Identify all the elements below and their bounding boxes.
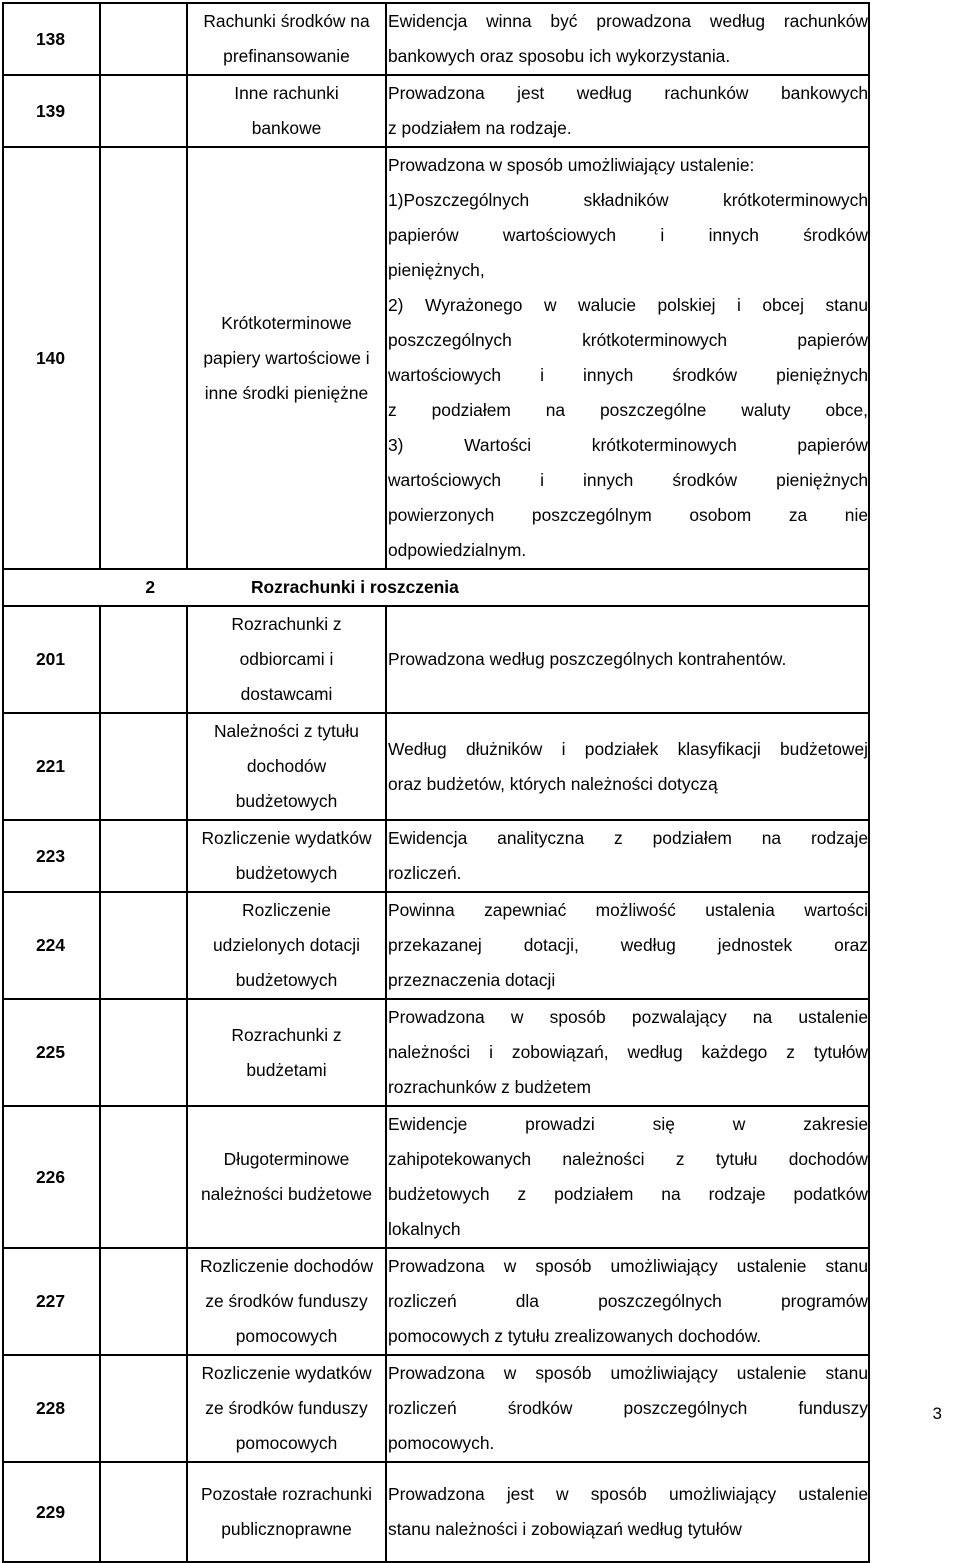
empty-cell — [100, 1106, 187, 1248]
description-line: wartościowych i innych środków pieniężnych — [388, 470, 868, 490]
account-number: 227 — [3, 1248, 100, 1355]
description-line: 2) Wyrażonego w walucie polskiej i obcej stanu — [388, 295, 868, 315]
description-line: Prowadzona jest w sposób umożliwiający ustalenie — [388, 1484, 868, 1504]
account-number: 201 — [3, 606, 100, 713]
account-name — [187, 1462, 386, 1562]
account-name-line: budżetowych — [235, 791, 338, 811]
account-name — [187, 1355, 386, 1462]
account-number: 225 — [3, 999, 100, 1106]
account-name-line: dochodów — [246, 756, 327, 776]
empty-cell — [100, 892, 187, 999]
account-number: 140 — [3, 147, 100, 569]
description-line: bankowych oraz sposobu ich wykorzystania. — [388, 46, 731, 66]
description-line: odpowiedzialnym. — [388, 540, 527, 560]
description-line: powierzonych poszczególnym osobom za nie — [388, 505, 868, 525]
account-name — [187, 999, 386, 1106]
table-row — [3, 713, 869, 820]
description-line: budżetowych z podziałem na rodzaje podatków — [388, 1184, 868, 1204]
account-number: 228 — [3, 1355, 100, 1462]
account-number: 139 — [3, 75, 100, 147]
account-number: 223 — [3, 820, 100, 892]
account-description — [386, 75, 869, 147]
account-name-line: Inne rachunki — [234, 83, 339, 103]
account-description — [386, 147, 869, 569]
description-line: Prowadzona w sposób umożliwiający ustalenie stanu — [388, 1363, 868, 1383]
account-number: 224 — [3, 892, 100, 999]
account-name — [187, 1248, 386, 1355]
account-name-line: inne środki pieniężne — [204, 382, 369, 403]
description-line: Prowadzona w sposób umożliwiający ustalenie: — [388, 155, 755, 175]
description-line: należności i zobowiązań, według każdego z tytułów — [388, 1042, 868, 1062]
description-line: oraz budżetów, których należności dotyczą — [388, 773, 718, 794]
description-line: lokalnych — [388, 1219, 461, 1239]
page-number: 3 — [932, 1404, 942, 1423]
description-line: pieniężnych, — [388, 260, 485, 280]
accounts-table — [2, 2, 870, 1563]
description-line: Powinna zapewniać możliwość ustalenia wartości — [388, 900, 868, 920]
account-name-line: należności budżetowe — [200, 1184, 373, 1204]
account-name — [187, 713, 386, 820]
account-name-line: budżetowych — [235, 863, 338, 883]
account-name-line: Długoterminowe — [223, 1149, 350, 1169]
account-name — [187, 606, 386, 713]
empty-cell — [100, 999, 187, 1106]
table-row — [3, 3, 869, 75]
account-description — [386, 820, 869, 892]
account-name-line: Rozrachunki z — [231, 614, 342, 634]
account-name-line: bankowe — [251, 118, 322, 138]
empty-cell — [100, 820, 187, 892]
description-line: rozliczeń środków poszczególnych funduszy — [388, 1398, 868, 1418]
account-name-line: Pozostałe rozrachunki — [200, 1484, 373, 1504]
table-row — [3, 820, 869, 892]
description-line: 3) Wartości krótkoterminowych papierów — [388, 435, 868, 455]
account-name — [187, 3, 386, 75]
account-number: 138 — [3, 3, 100, 75]
account-name-line: ze środków funduszy — [205, 1291, 368, 1311]
account-name-line: budżetowych — [235, 970, 338, 990]
table-row — [3, 1462, 869, 1562]
table-row — [3, 75, 869, 147]
description-line: rozliczeń. — [388, 863, 462, 883]
account-name-line: Rozrachunki z — [231, 1024, 342, 1045]
account-description — [386, 713, 869, 820]
description-line: przekazanej dotacji, według jednostek oraz — [388, 935, 868, 955]
account-name-line: Krótkoterminowe — [221, 312, 352, 333]
description-line: poszczególnych krótkoterminowych papierów — [388, 330, 868, 350]
account-name-line: pomocowych — [235, 1433, 338, 1453]
account-name-line: publicznoprawne — [221, 1519, 352, 1539]
table-row — [3, 1355, 869, 1462]
description-line: Prowadzona jest według rachunków bankowych — [388, 83, 868, 103]
account-number: 226 — [3, 1106, 100, 1248]
empty-cell — [100, 75, 187, 147]
account-name-line: udzielonych dotacji — [213, 935, 360, 955]
account-name-line: Rozliczenie wydatków — [201, 828, 372, 848]
account-name-line: Należności z tytułu — [214, 721, 359, 741]
empty-cell — [100, 713, 187, 820]
account-number: 229 — [3, 1462, 100, 1562]
section-number: 2 — [3, 569, 187, 606]
account-name-line: Rozliczenie wydatków — [201, 1363, 372, 1383]
table-row — [3, 892, 869, 999]
account-name-line: Rozliczenie — [242, 900, 331, 920]
account-description — [386, 892, 869, 999]
description-line: Według dłużników i podziałek klasyfikacji budżetowej — [388, 738, 868, 759]
account-name — [187, 820, 386, 892]
account-description — [386, 1106, 869, 1248]
account-description — [386, 1248, 869, 1355]
account-name-line: Rachunki środków na — [203, 11, 370, 31]
empty-cell — [100, 606, 187, 713]
account-description — [386, 1462, 869, 1562]
account-description — [386, 606, 869, 713]
account-name — [187, 892, 386, 999]
account-name — [187, 147, 386, 569]
description-line: rozliczeń dla poszczególnych programów — [388, 1291, 868, 1311]
description-line: przeznaczenia dotacji — [388, 970, 556, 990]
section-title: Rozrachunki i roszczenia — [187, 569, 869, 606]
description-line: z podziałem na rodzaje. — [388, 118, 572, 138]
empty-cell — [100, 1248, 187, 1355]
description-line: pomocowych z tytułu zrealizowanych dochodów. — [388, 1326, 762, 1346]
account-description — [386, 999, 869, 1106]
description-line: Ewidencje prowadzi się w zakresie — [388, 1114, 868, 1134]
description-line: stanu należności i zobowiązań według tytułów — [388, 1519, 742, 1539]
description-line: Ewidencja analityczna z podziałem na rodzaje — [388, 828, 868, 848]
account-name — [187, 75, 386, 147]
account-description — [386, 1355, 869, 1462]
account-description — [386, 3, 869, 75]
account-name-line: pomocowych — [235, 1326, 338, 1346]
empty-cell — [100, 147, 187, 569]
table-row — [3, 606, 869, 713]
table-row — [3, 569, 869, 606]
account-name-line: odbiorcami i — [239, 649, 334, 669]
description-line: Prowadzona według poszczególnych kontrahentów. — [388, 649, 787, 669]
account-name-line: ze środków funduszy — [205, 1398, 368, 1418]
description-line: wartościowych i innych środków pieniężnych — [388, 365, 868, 385]
empty-cell — [100, 1355, 187, 1462]
description-line: zahipotekowanych należności z tytułu dochodów — [388, 1149, 868, 1169]
table-row — [3, 147, 869, 569]
description-line: pomocowych. — [388, 1433, 495, 1453]
account-name — [187, 1106, 386, 1248]
account-name-line: dostawcami — [240, 684, 333, 704]
description-line: Prowadzona w sposób umożliwiający ustalenie stanu — [388, 1256, 868, 1276]
table-row — [3, 999, 869, 1106]
description-line: Prowadzona w sposób pozwalający na ustalenie — [388, 1007, 868, 1027]
description-line: papierów wartościowych i innych środków — [388, 225, 868, 245]
table-row — [3, 1248, 869, 1355]
description-line: 1)Poszczególnych składników krótkoterminowych — [388, 190, 868, 210]
account-name-line: budżetami — [246, 1059, 327, 1080]
description-line: Ewidencja winna być prowadzona według rachunków — [388, 11, 868, 31]
account-name-line: papiery wartościowe i — [203, 347, 370, 368]
account-name-line: Rozliczenie dochodów — [199, 1256, 374, 1276]
description-line: rozrachunków z budżetem — [388, 1077, 591, 1097]
empty-cell — [100, 3, 187, 75]
account-number: 221 — [3, 713, 100, 820]
description-line: z podziałem na poszczególne waluty obce, — [388, 400, 868, 420]
table-row — [3, 1106, 869, 1248]
account-name-line: prefinansowanie — [223, 46, 350, 66]
empty-cell — [100, 1462, 187, 1562]
